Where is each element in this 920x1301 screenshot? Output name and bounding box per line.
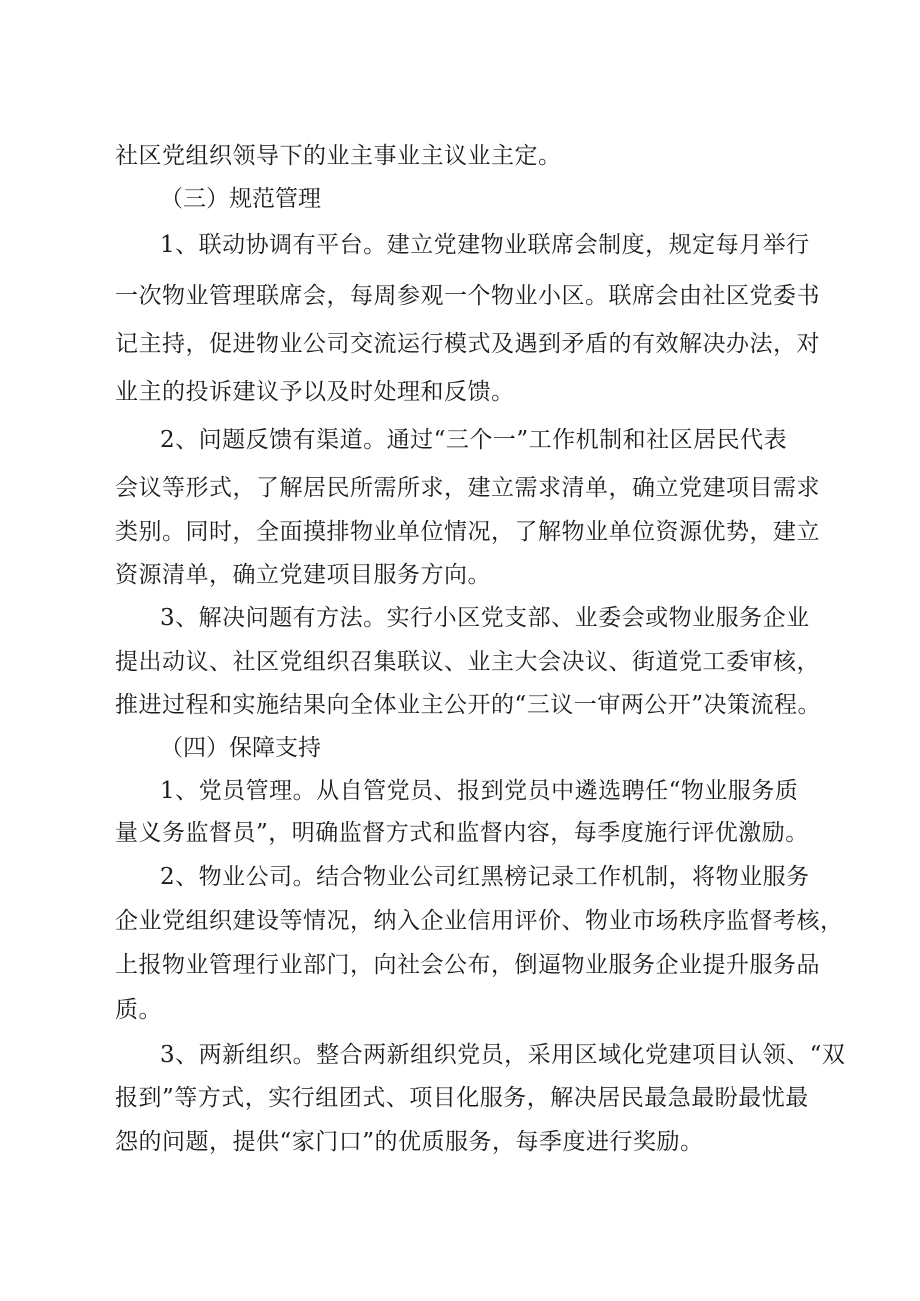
- text-line: 2、问题反馈有渠道。通过“三个一”工作机制和社区居民代表: [160, 427, 788, 453]
- text-line: 3、解决问题有方法。实行小区党支部、业委会或物业服务企业: [160, 605, 810, 631]
- text-line: 资源清单，确立党建项目服务方向。: [115, 562, 491, 588]
- text-line: 怨的问题，提供“家门口”的优质服务，每季度进行奖励。: [115, 1129, 704, 1155]
- text-line: 报到”等方式，实行组团式、项目化服务，解决居民最急最盼最忧最: [115, 1085, 809, 1111]
- text-line: 记主持，促进物业公司交流运行模式及遇到矛盾的有效解决办法，对: [115, 331, 820, 357]
- section-heading-4: （四）保障支持: [160, 735, 321, 761]
- text-line: 推进过程和实施结果向全体业主公开的“三议一审两公开”决策流程。: [115, 692, 822, 718]
- text-line: 量义务监督员”，明确监督方式和监督内容，每季度施行评优激励。: [115, 820, 809, 846]
- text-line: 2、物业公司。结合物业公司红黑榜记录工作机制，将物业服务: [160, 864, 810, 890]
- text-line: 一次物业管理联席会，每周参观一个物业小区。联席会由社区党委书: [115, 283, 820, 309]
- text-line: 业主的投诉建议予以及时处理和反馈。: [115, 379, 515, 405]
- section-heading-3: （三）规范管理: [160, 186, 321, 212]
- text-line: 会议等形式，了解居民所需所求，建立需求清单，确立党建项目需求: [115, 475, 820, 501]
- text-line: 社区党组织领导下的业主事业主议业主定。: [115, 143, 562, 169]
- text-line: 企业党组织建设等情况，纳入企业信用评价、物业市场秩序监督考核，: [115, 908, 844, 934]
- text-line: 1、联动协调有平台。建立党建物业联席会制度，规定每月举行: [160, 232, 810, 258]
- text-line: 上报物业管理行业部门，向社会公布，倒逼物业服务企业提升服务品: [115, 952, 820, 978]
- text-line: 3、两新组织。整合两新组织党员，采用区域化党建项目认领、“双: [160, 1042, 846, 1068]
- text-line: 类别。同时，全面摸排物业单位情况，了解物业单位资源优势，建立: [115, 519, 820, 545]
- text-line: 提出动议、社区党组织召集联议、业主大会决议、街道党工委审核，: [115, 649, 820, 675]
- text-line: 质。: [115, 997, 162, 1023]
- text-line: 1、党员管理。从自管党员、报到党员中遴选聘任“物业服务质: [160, 778, 799, 804]
